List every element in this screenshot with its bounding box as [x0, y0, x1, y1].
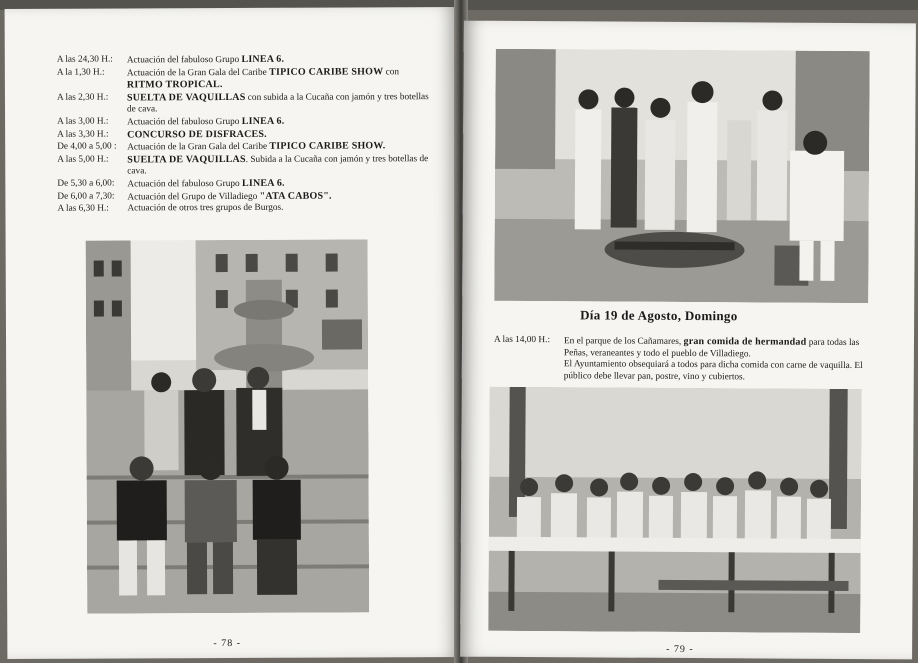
schedule-description: [127, 91, 429, 117]
body-text: Actuación del fabuloso Grupo: [127, 116, 242, 128]
page-number-left: - 78 -: [213, 637, 242, 650]
highlight-text: LINEA 6.: [241, 177, 285, 189]
schedule-time: A las 3,30 H.:: [57, 129, 109, 140]
body-text: . Subida a la Cucaña con jamón y tres botellas de cava.: [127, 153, 429, 177]
highlight-text: "ATA CABOS".: [259, 190, 332, 202]
body-text: Actuación del fabuloso Grupo: [127, 178, 243, 190]
highlight-text: LINEA 6.: [241, 115, 285, 127]
body-text: En el parque de los Cañamares,: [563, 336, 684, 347]
grill-photo: [494, 49, 870, 303]
schedule-time: De 6,00 a 7,30:: [57, 191, 115, 202]
schedule-description: [127, 202, 429, 215]
body-text: con: [383, 66, 400, 77]
body-text: Actuación de otros tres grupos de Burgos.: [127, 202, 284, 214]
schedule-time: De 5,30 a 6,00:: [57, 178, 115, 189]
highlight-text: gran comida de hermandad: [683, 335, 807, 348]
highlight-text: RITMO TROPICAL.: [126, 79, 223, 91]
schedule-time: A las 6,30 H.:: [57, 203, 109, 214]
schedule-time: De 4,00 a 5,00 :: [57, 141, 117, 152]
right-page: [460, 21, 916, 660]
band-photo: [86, 239, 370, 613]
schedule-item: [57, 66, 429, 93]
schedule-item: [57, 153, 429, 179]
schedule-list: [57, 53, 430, 215]
grill-photo-image: [494, 49, 870, 303]
body-text: Actuación de la Gran Gala del Caribe: [126, 67, 270, 79]
body-text: Actuación de la Gran Gala del Caribe: [127, 141, 270, 153]
schedule-time: A las 24,30 H.:: [56, 54, 113, 65]
schedule-time: A las 5,00 H.:: [57, 154, 109, 165]
highlight-text: TIPICO CARIBE SHOW: [269, 65, 384, 78]
body-text: Actuación del fabuloso Grupo: [126, 54, 242, 66]
lunch-announcement: [494, 335, 866, 385]
body-text: Actuación del Grupo de Villadiego: [127, 191, 260, 202]
left-page: [5, 7, 460, 659]
schedule-description: [127, 153, 429, 179]
highlight-text: LINEA 6.: [241, 53, 285, 65]
day-title: Día 19 de Agosto, Domingo: [580, 307, 738, 324]
body-text: con subida a la Cucaña con jamón y tres botellas de cava.: [127, 91, 429, 115]
schedule-description: [127, 66, 429, 93]
lunch-time: A las 14,00 H.:: [493, 334, 551, 346]
schedule-item: [57, 202, 429, 215]
lunch-description: [564, 336, 859, 359]
lunch-photo-image: [488, 387, 861, 633]
highlight-text: TIPICO CARIBE SHOW.: [269, 140, 386, 152]
body-text: para todas las Peñas, veraneantes y todo el pueblo de Villadiego.: [563, 337, 860, 359]
band-photo-image: [86, 239, 370, 613]
schedule-time: A la 1,30 H.:: [56, 67, 105, 78]
body-text: El Ayuntamiento obsequiará a todos para dicha comida con carne de vaquilla. El público debe llevar pan, postre, vino y cubiertos.: [563, 359, 863, 383]
highlight-text: SUELTA DE VAQUILLAS: [126, 91, 246, 104]
schedule-time: A las 2,30 H.:: [56, 92, 109, 103]
lunch-note: [564, 359, 863, 382]
highlight-text: CONCURSO DE DISFRACES.: [127, 128, 267, 141]
lunch-photo: [488, 387, 861, 633]
page-number-right: - 79 -: [666, 643, 694, 656]
highlight-text: SUELTA DE VAQUILLAS: [127, 153, 246, 166]
schedule-time: A las 3,00 H.:: [57, 116, 109, 127]
schedule-item: [57, 91, 429, 117]
